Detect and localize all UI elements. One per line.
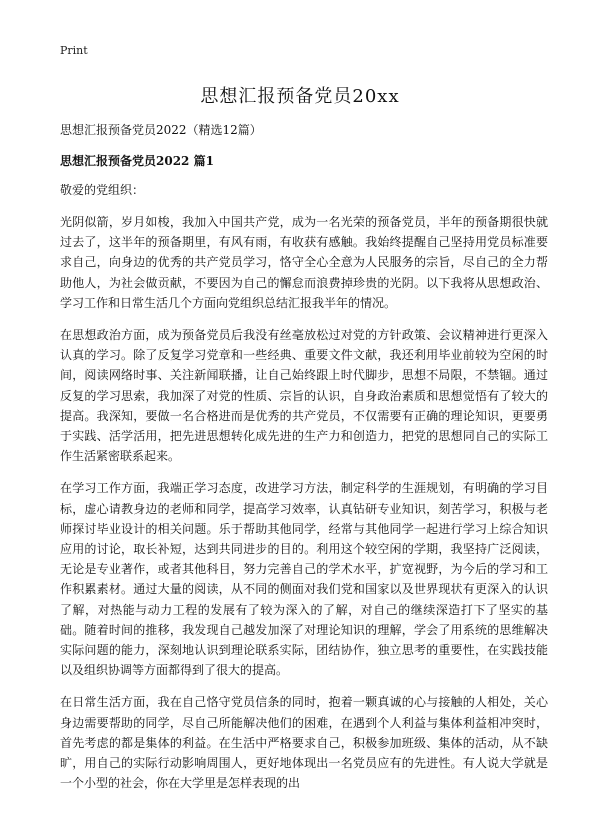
document-body — [60, 212, 548, 828]
salutation: 敬爱的党组织： — [60, 183, 145, 197]
document-title: 思想汇报预备党员20xx — [200, 86, 400, 107]
paragraph: 在思想政治方面，成为预备党员后我没有丝毫放松过对党的方针政策、会议精神进行更深入认真的学习。除了反复学习党章和一些经典、重要文件文献，我还利用毕业前较为空闲的时间，阅读网络时事、关注新闻联播，让自己始终跟上时代脚步，思想不局限，不禁锢。通过反复的学习思索，我加深了对党的性质、宗旨的认识，自身政治素质和思想觉悟有了较大的提高。我深知，要做一名合格进而是优秀的共产党员，不仅需要有正确的理论知识，更要勇于实践、活学活用，把先进思想转化成先进的生产力和创造力，把党的思想同自己的实际工作生活紧密联系起来。 — [60, 328, 548, 464]
print-link[interactable]: Print — [60, 44, 88, 57]
paragraph: 光阴似箭，岁月如梭，我加入中国共产党，成为一名光荣的预备党员，半年的预备期很快就过去了，这半年的预备期里，有风有雨，有收获有感触。我始终提醒自己坚持用党员标准要求自己，向身边的优秀的共产党员学习，恪守全心全意为人民服务的宗旨，尽自己的全力帮助他人，为社会做贡献，不要因为自己的懈怠而浪费掉珍贵的光阴。以下我将从思想政治、学习工作和日常生活几个方面向党组织总结汇报我半年的情况。 — [60, 215, 548, 310]
section-heading: 思想汇报预备党员2022 篇1 — [60, 154, 214, 168]
paragraph: 在日常生活方面，我在自己恪守党员信条的同时，抱着一颗真诚的心与接触的人相处，关心身边需要帮助的同学，尽自己所能解决他们的困难，在遇到个人利益与集体利益相冲突时，首先考虑的都是集体的利益。在生活中严格要求自己，积极参加班级、集体的活动，从不缺旷，用自己的实际行动影响周围人，更好地体现出一名党员应有的先进性。有人说大学就是一个小型的社会，你在大学里是怎样表现的出 — [60, 695, 548, 791]
paragraph: 在学习工作方面，我端正学习态度，改进学习方法，制定科学的生涯规划，有明确的学习目标，虚心请教身边的老师和同学，提高学习效率，认真钻研专业知识，刻苦学习，积极与老师探讨毕业设计的相关问题。乐于帮助其他同学，经常与其他同学一起进行学习上综合知识应用的讨论，取长补短，达到共同进步的目的。利用这个较空闲的学期，我坚持广泛阅读，无论是专业著作，或者其他科目，努力完善自己的学术水平，扩宽视野，为今后的学习和工作积累素材。通过大量的阅读，从不同的侧面对我们党和国家以及世界现状有更深入的认识了解，对热能与动力工程的发展有了较为深入的了解，对自己的继续深造打下了坚实的基础。随着时间的推移，我发现自己越发加深了对理论知识的理解，学会了用系统的思维解决实际问题的能力，深刻地认识到理论联系实际，团结协作，独立思考的重要性，在实践技能以及组织协调等方面都得到了很大的提高。 — [60, 481, 548, 678]
document-subtitle: 思想汇报预备党员2022（精选12篇） — [60, 123, 262, 137]
